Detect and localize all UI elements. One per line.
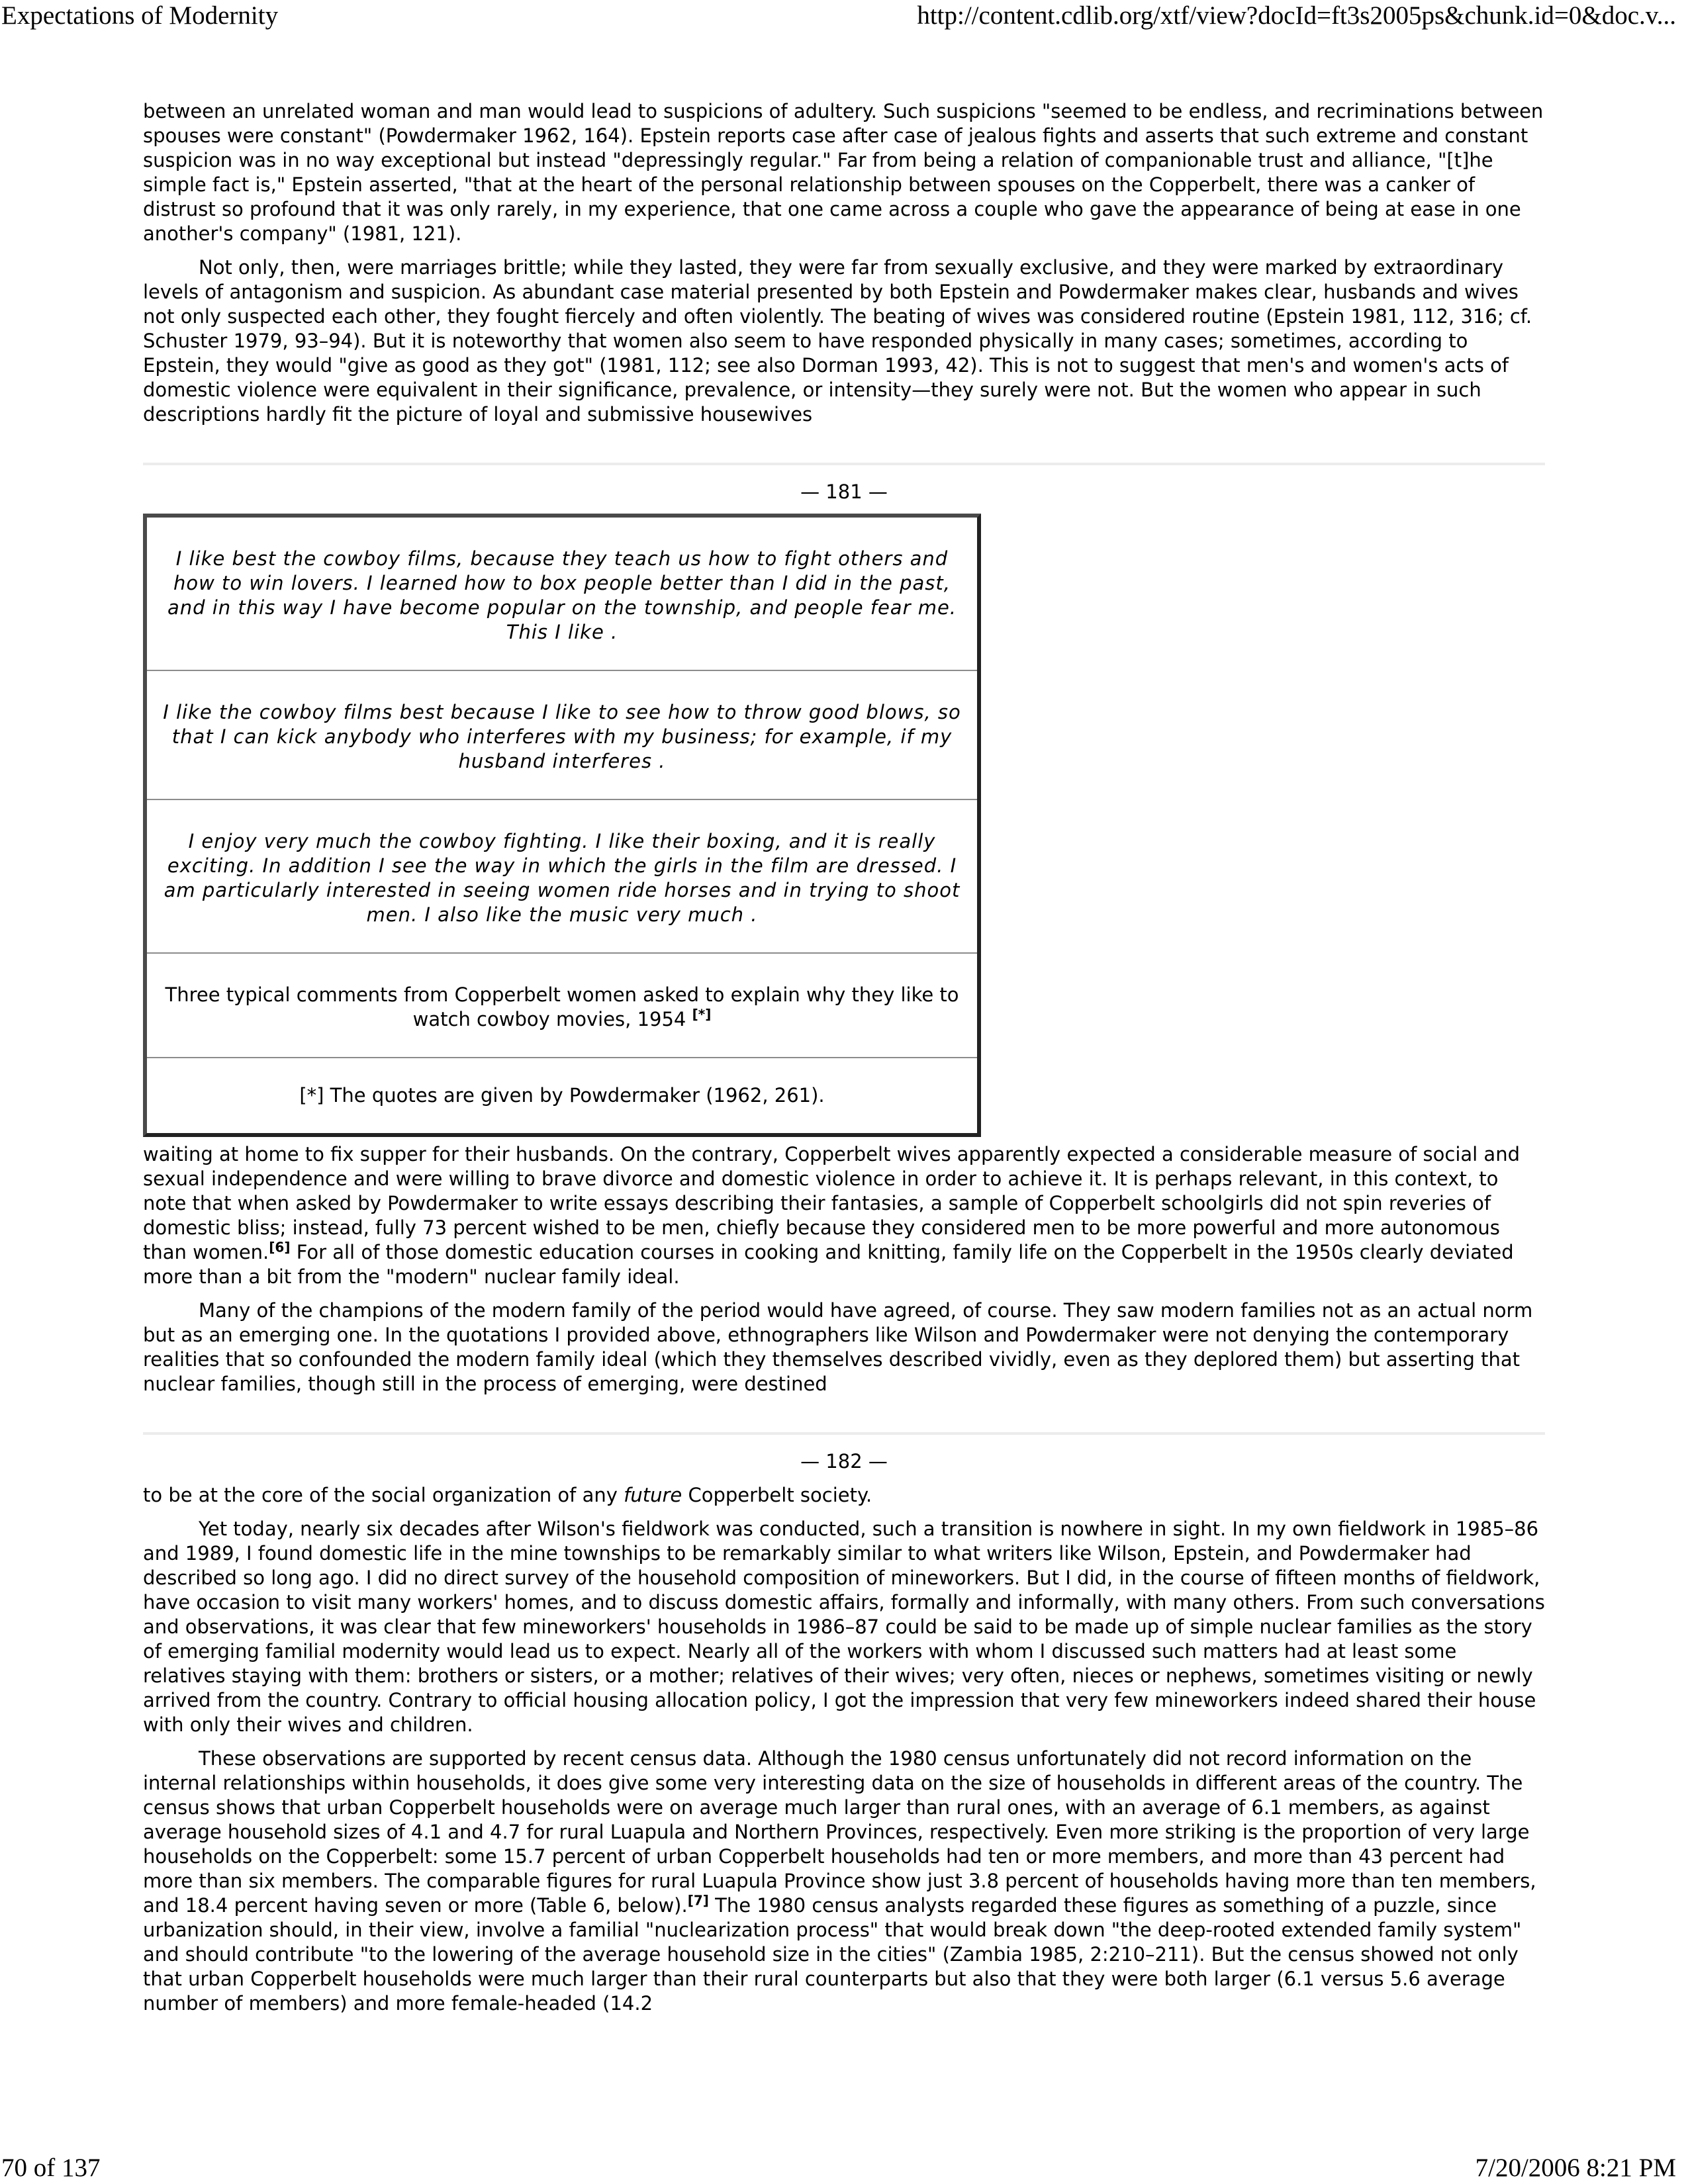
quote-caption (147, 954, 977, 1058)
document-body (143, 99, 1545, 2025)
footnote-link[interactable]: [7] (687, 1892, 709, 1909)
paragraph-text: These observations are supported by recent census data. Although the 1980 census unfortunately did not record information on the internal relationships within households, it does give some very interesting data on the size of households in different areas of the country. The census shows that urban Copperbelt households were on average much larger than rural ones, with an average of 6.1 members, as against average household sizes of 4.1 and 4.7 for rural Luapula and Northern Provinces, respectively. Even more striking is the proportion of very large households on the Copperbelt: some 15.7 percent of urban Copperbelt households had ten or more members, and more than 43 percent had more than six members. The comparable figures for rural Luapula Province show just 3.8 percent of households having more than ten members, and 18.4 percent having seven or more (Table 6, below). (143, 1747, 1536, 1917)
quote-cell-3: I enjoy very much the cowboy fighting. I like their boxing, and it is really exciting. In addition I see the way in which the girls in the film are dressed. I am particularly interested in seeing women ride horses and in trying to shoot men. I also like the music very much . (147, 800, 977, 954)
paragraph-text: Copperbelt society. (682, 1484, 872, 1506)
paragraph: Not only, then, were marriages brittle; while they lasted, they were far from sexually exclusive, and they were marked by extraordinary levels of antagonism and suspicion. As abundant case material presented by both Epstein and Powdermaker makes clear, husbands and wives not only suspected each other, they fought fiercely and often violently. The beating of wives was considered routine (Epstein 1981, 112, 316; cf. Schuster 1979, 93–94). But it is noteworthy that women also seem to have responded physically in many cases; sometimes, according to Epstein, they would "give as good as they got" (1981, 112; see also Dorman 1993, 42). This is not to suggest that men's and women's acts of domestic violence were equivalent in their significance, prevalence, or intensity—they surely were not. But the women who appear in such descriptions hardly fit the picture of loyal and submissive housewives (143, 256, 1532, 426)
paragraph: between an unrelated woman and man would lead to suspicions of adultery. Such suspicions "seemed to be endless, and recriminations between spouses were constant" (Powdermaker 1962, 164). Epstein reports case after case of jealous fights and asserts that such extreme and constant suspicion was in no way exceptional but instead "depressingly regular." Far from being a relation of companionable trust and alliance, "[t]he simple fact is," Epstein asserted, "that at the heart of the personal relationship between spouses on the Copperbelt, there was a canker of distrust so profound that it was only rarely, in my experience, that one came across a couple who gave the appearance of being at ease in one another's company" (1981, 121). (143, 100, 1544, 245)
page-number-181: — 181 — (800, 480, 888, 503)
page-footer-count: 70 of 137 (1, 2154, 101, 2182)
quote-cell-2: I like the cowboy films best because I like to see how to throw good blows, so that I can kick anybody who interferes with my business; for example, if my husband interferes . (147, 671, 977, 800)
paragraph-text: For all of those domestic education courses in cooking and knitting, family life on the Copperbelt in the 1950s clearly deviated more than a bit from the "modern" nuclear family ideal. (143, 1241, 1514, 1288)
paragraph-text: waiting at home to fix supper for their husbands. On the contrary, Copperbelt wives apparently expected a considerable measure of social and sexual independence and were willing to brave divorce and domestic violence in order to achieve it. It is perhaps relevant, in this context, to note that when asked by Powdermaker to write essays describing their fantasies, a sample of Copperbelt schoolgirls did not spin reveries of domestic bliss; instead, fully 73 percent wished to be men, chiefly because they considered men to be more powerful and more autonomous than women. (143, 1143, 1520, 1263)
page-header-url[interactable]: http://content.cdlib.org/xtf/view?docId=ft3s2005ps&chunk.id=0&doc.v... (917, 1, 1676, 30)
page-divider (143, 463, 1545, 465)
paragraph (143, 1142, 1545, 1289)
quote-box (143, 514, 981, 1137)
footnote-link[interactable]: [6] (269, 1239, 291, 1255)
quote-footnote: [*] The quotes are given by Powdermaker (1962, 261). (299, 1084, 825, 1107)
page-footer-timestamp: 7/20/2006 8:21 PM (1475, 2154, 1676, 2182)
paragraph: Many of the champions of the modern family of the period would have agreed, of course. They saw modern families not as an actual norm but as an emerging one. In the quotations I provided above, ethnographers like Wilson and Powdermaker were not denying the contemporary realities that so confounded the modern family ideal (which they themselves described vividly, even as they deplored them) but asserting that nuclear families, though still in the process of emerging, were destined (143, 1299, 1533, 1395)
page-number-182: — 182 — (800, 1450, 888, 1473)
page-divider (143, 1432, 1545, 1435)
page-header-title: Expectations of Modernity (1, 1, 279, 30)
paragraph (143, 1483, 1545, 1508)
paragraph (143, 1747, 1545, 2016)
footnote-link[interactable]: [*] (692, 1006, 712, 1023)
paragraph-text: to be at the core of the social organization of any (143, 1484, 624, 1506)
paragraph-text: The 1980 census analysts regarded these figures as something of a puzzle, since urbanization should, in their view, involve a familial "nuclearization process" that would break down "the deep-rooted extended family system" and should contribute "to the lowering of the average household size in the cities" (Zambia 1985, 2:210–211). But the census showed not only that urban Copperbelt households were much larger than their rural counterparts but also that they were both larger (6.1 versus 5.6 average number of members) and more female-headed (14.2 (143, 1894, 1522, 2015)
caption-text: Three typical comments from Copperbelt women asked to explain why they like to watch cowboy movies, 1954 (165, 983, 959, 1030)
paragraph: Yet today, nearly six decades after Wilson's fieldwork was conducted, such a transition is nowhere in sight. In my own fieldwork in 1985–86 and 1989, I found domestic life in the mine townships to be remarkably similar to what writers like Wilson, Epstein, and Powdermaker had described so long ago. I did no direct survey of the household composition of mineworkers. But I did, in the course of fifteen months of fieldwork, have occasion to visit many workers' homes, and to discuss domestic affairs, formally and informally, with many others. From such conversations and observations, it was clear that few mineworkers' households in 1986–87 could be said to be made up of simple nuclear families as the story of emerging familial modernity would lead us to expect. Nearly all of the workers with whom I discussed such matters had at least some relatives staying with them: brothers or sisters, or a mother; relatives of their wives; very often, nieces or nephews, sometimes visiting or newly arrived from the country. Contrary to official housing allocation policy, I got the impression that very few mineworkers indeed shared their house with only their wives and children. (143, 1518, 1545, 1736)
quote-cell-1: I like best the cowboy films, because they teach us how to fight others and how to win lovers. I learned how to box people better than I did in the past, and in this way I have become popular on the township, and people fear me. This I like . (147, 518, 977, 671)
emphasis-text: future (624, 1484, 682, 1506)
